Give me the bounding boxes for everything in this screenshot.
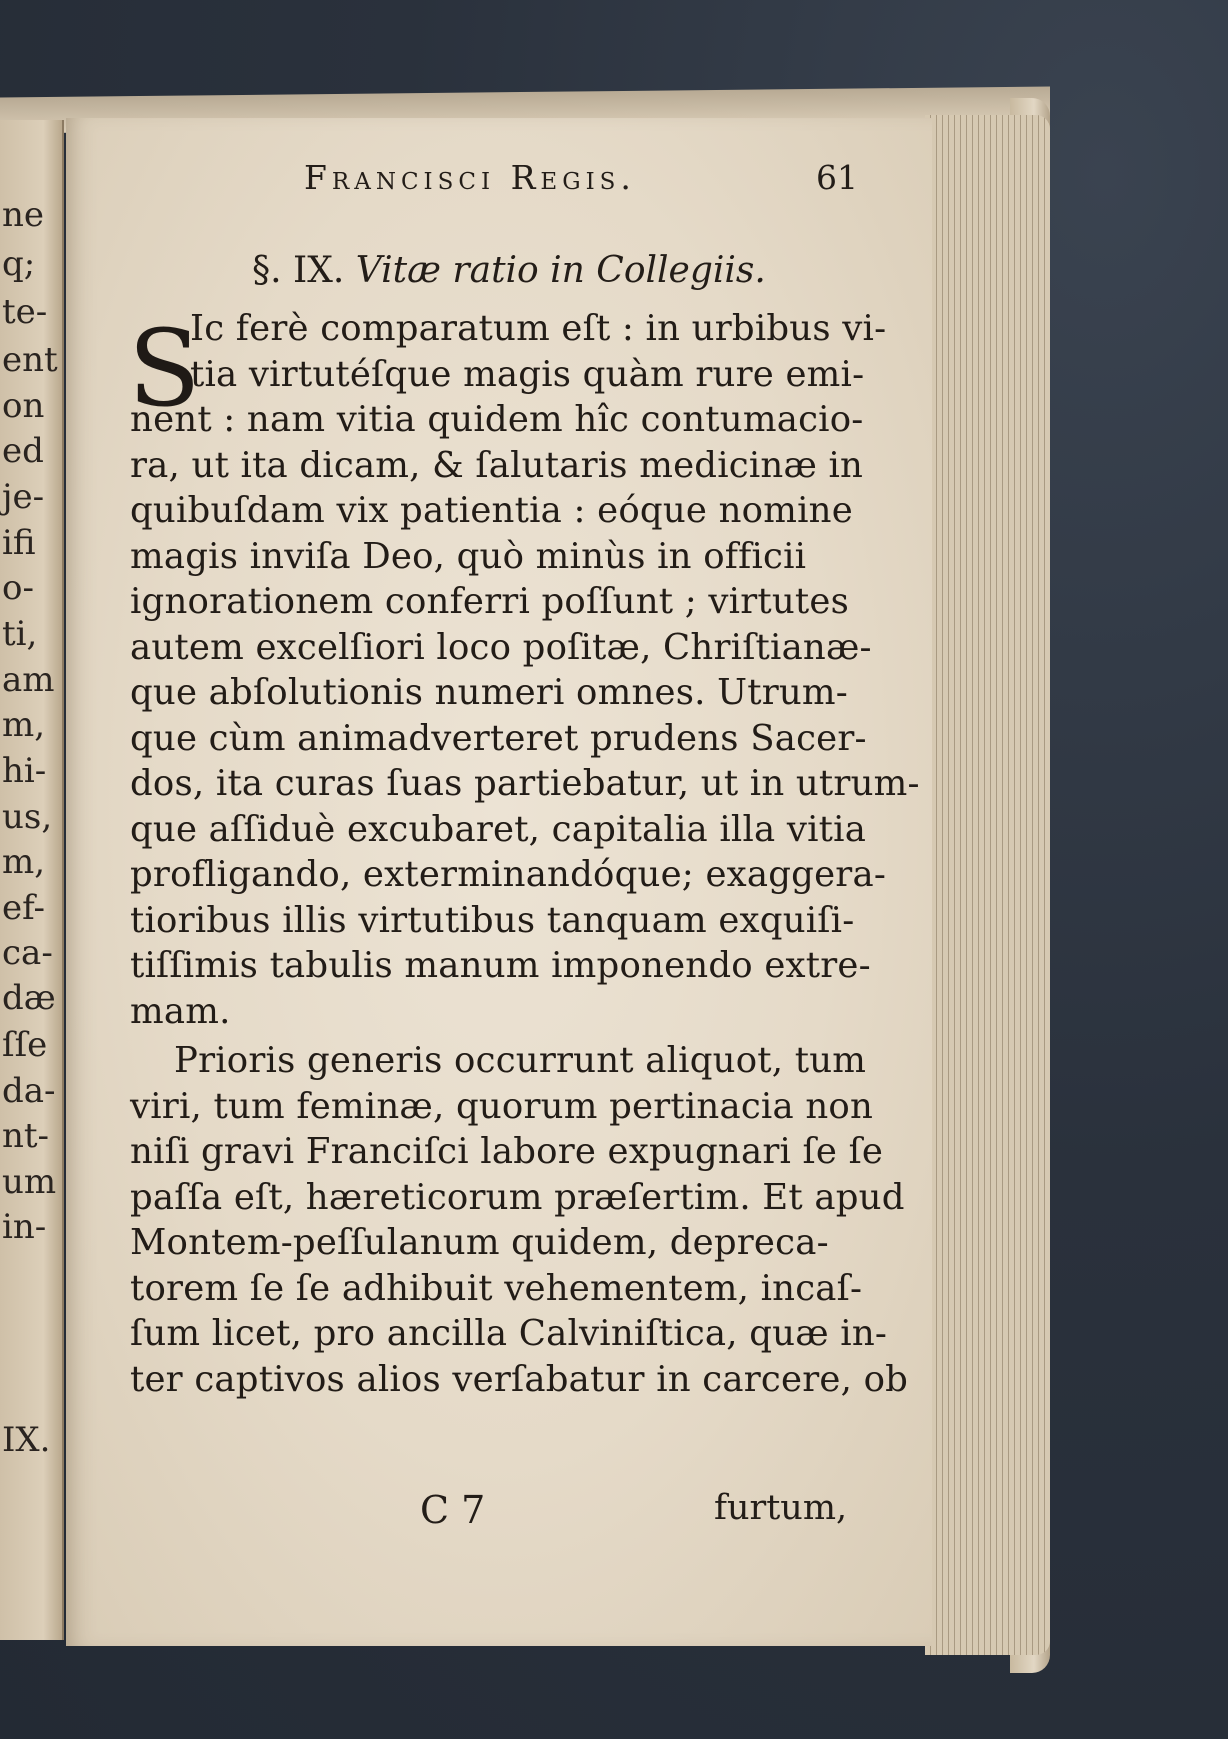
verso-fragment: ent <box>2 340 58 380</box>
text-line: tia virtutéſque magis quàm rure emi- <box>190 353 865 395</box>
verso-fragment: o- <box>2 568 34 608</box>
verso-page <box>0 120 64 1640</box>
page-header <box>66 158 932 208</box>
verso-fragment: on <box>2 386 45 426</box>
verso-fragment: ne <box>2 195 45 235</box>
verso-fragment: am <box>2 660 55 700</box>
catchword: furtum, <box>714 1488 848 1528</box>
verso-fragment: da- <box>2 1071 56 1111</box>
verso-fragment: m, <box>2 705 46 745</box>
running-title: Francisci Regis. <box>304 158 636 197</box>
verso-fragment: te- <box>2 292 48 332</box>
verso-fragment: ſſe <box>2 1025 48 1065</box>
text-line: torem ſe ſe adhibuit vehementem, incaſ- <box>130 1267 863 1309</box>
verso-fragment: je- <box>2 477 45 517</box>
text-line: ignorationem conferri poſſunt ; virtutes <box>130 581 850 622</box>
text-line: Prioris generis occurrunt aliquot, tum <box>174 1040 867 1081</box>
text-line: paſſa eſt, hæreticorum præſertim. Et apud <box>130 1176 905 1218</box>
section-heading <box>66 250 932 291</box>
text-line: que aſſiduè excubaret, capitalia illa vitia <box>130 808 867 850</box>
text-line: dos, ita curas ſuas partiebatur, ut in utrum- <box>130 763 920 804</box>
verso-fragment: m, <box>2 842 46 882</box>
text-line: nent : nam vitia quidem hîc contumacio- <box>130 399 864 440</box>
text-line: que cùm animadverteret prudens Sacer- <box>130 717 867 759</box>
verso-fragment: us, <box>2 797 53 837</box>
verso-fragment: in- <box>2 1207 47 1247</box>
text-line: ra, ut ita dicam, & ſalutaris medicinæ in <box>130 444 864 486</box>
verso-fragment: ti, <box>2 614 38 654</box>
recto-page <box>66 118 932 1646</box>
verso-fragment: nt- <box>2 1116 50 1156</box>
section-number: §. IX. <box>252 250 345 291</box>
drop-cap: S <box>128 307 201 430</box>
text-line: quibuſdam vix patientia : eóque nomine <box>130 490 853 531</box>
page-stack-edge <box>925 115 1050 1655</box>
verso-fragment: ed <box>2 431 44 471</box>
text-line: viri, tum feminæ, quorum pertinacia non <box>130 1085 874 1127</box>
text-line: niſi gravi Franciſci labore expugnari ſe ſe <box>130 1131 884 1172</box>
text-line: Montem-peſſulanum quidem, depreca- <box>130 1222 829 1263</box>
verso-fragment: ef- <box>2 888 45 928</box>
text-line: ter captivos alios verſabatur in carcere, ob <box>130 1358 909 1400</box>
verso-fragment: hi- <box>2 751 47 791</box>
verso-fragment: um <box>2 1162 57 1202</box>
text-line: profligando, exterminandóque; exaggera- <box>130 854 887 895</box>
text-line: autem excelſiori loco poſitæ, Chriſtianæ- <box>130 626 872 668</box>
text-line: magis inviſa Deo, quò minùs in officii <box>130 535 807 577</box>
text-line: que abſolutionis numeri omnes. Utrum- <box>130 672 848 713</box>
verso-fragment: q; <box>2 244 36 284</box>
verso-fragment: ifi <box>2 523 36 563</box>
verso-fragment: ca- <box>2 933 53 973</box>
verso-fragment: dæ <box>2 978 56 1018</box>
text-line: Ic ferè comparatum eſt : in urbibus vi- <box>190 308 887 349</box>
section-title: Vitæ ratio in Collegiis. <box>355 250 766 291</box>
text-line: ſum licet, pro ancilla Calviniſtica, quæ in- <box>130 1313 888 1354</box>
text-line: tioribus illis virtutibus tanquam exquiſi- <box>130 899 855 941</box>
text-line: mam. <box>130 990 231 1032</box>
verso-fragment: IX. <box>2 1420 51 1460</box>
signature-mark: C 7 <box>420 1488 486 1532</box>
text-line: tiſſimis tabulis manum imponendo extre- <box>130 945 871 986</box>
page-number: 61 <box>816 158 858 197</box>
